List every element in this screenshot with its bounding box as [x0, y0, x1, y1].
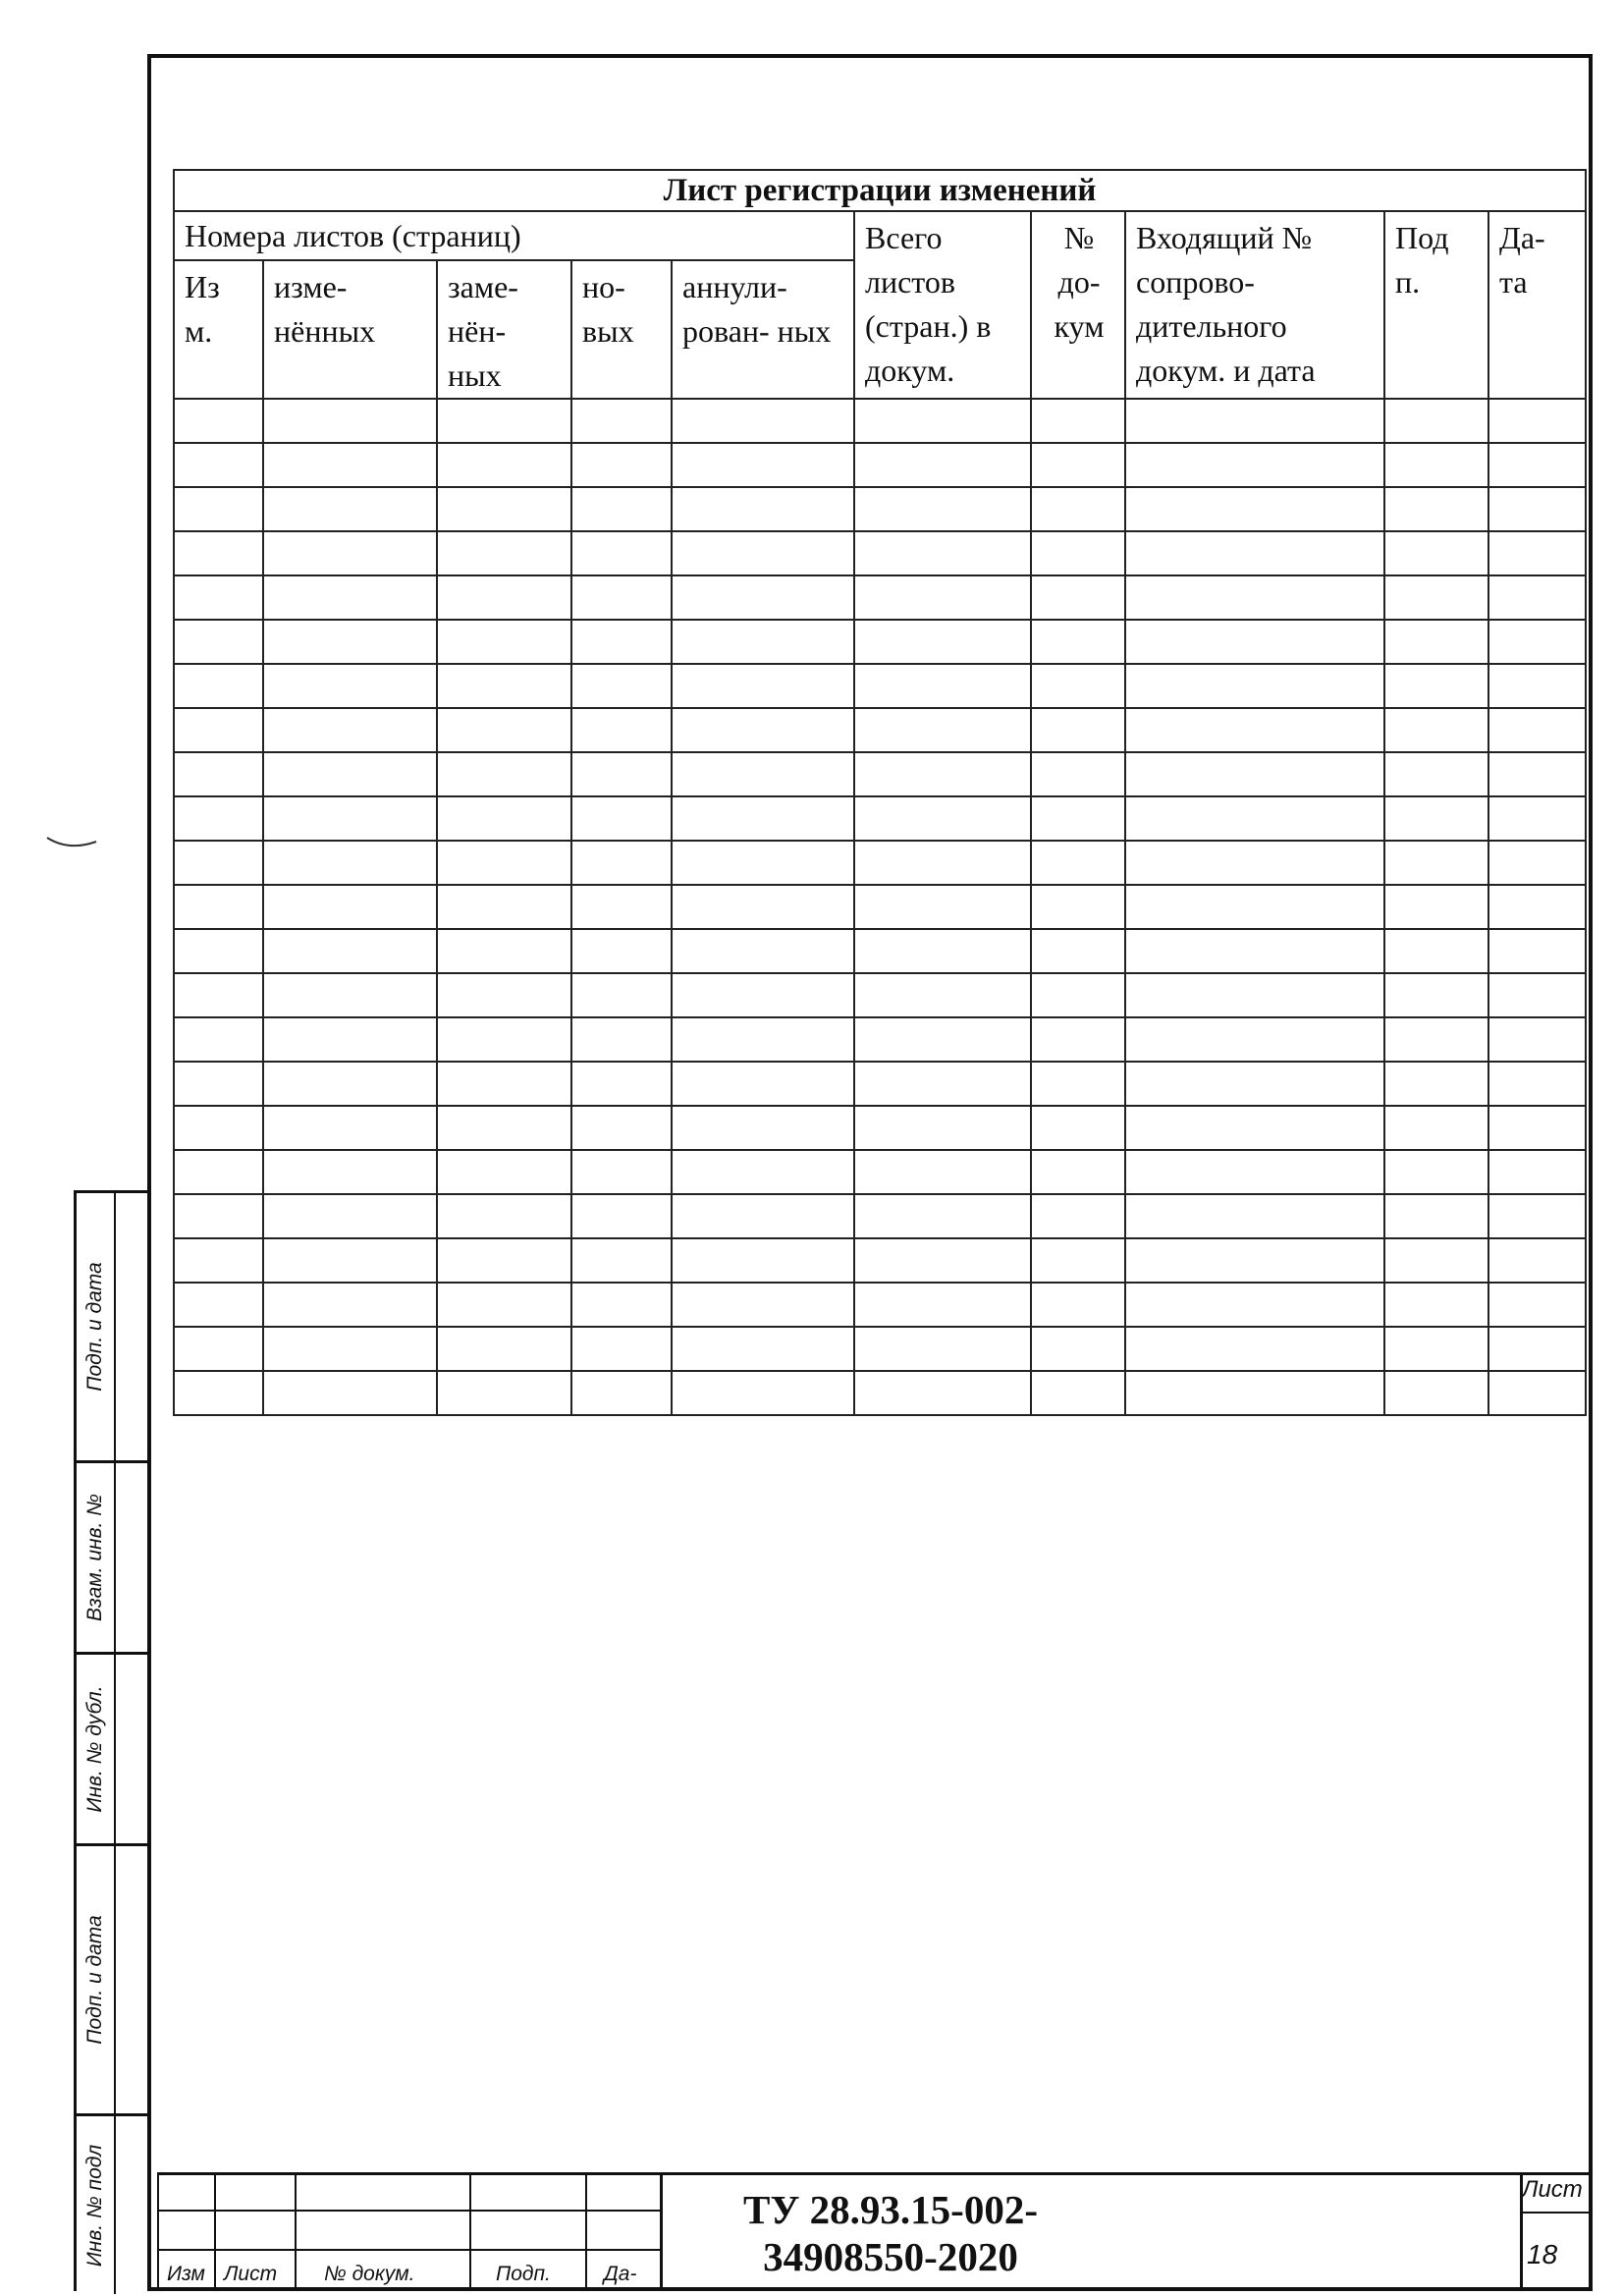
table-cell	[263, 1238, 437, 1283]
table-cell	[174, 487, 263, 531]
table-cell	[1384, 487, 1488, 531]
table-row	[174, 575, 1586, 620]
table-cell	[1125, 1371, 1384, 1415]
header-izm: Из м.	[174, 260, 263, 399]
table-cell	[672, 575, 854, 620]
table-cell	[571, 929, 672, 973]
table-row	[174, 708, 1586, 752]
table-cell	[854, 1238, 1031, 1283]
table-cell	[854, 664, 1031, 708]
table-cell	[437, 885, 571, 929]
table-row	[174, 487, 1586, 531]
table-cell	[1125, 575, 1384, 620]
table-cell	[1384, 929, 1488, 973]
table-cell	[854, 531, 1031, 575]
table-cell	[1125, 708, 1384, 752]
table-cell	[1031, 1327, 1125, 1371]
table-cell	[174, 1327, 263, 1371]
table-row	[174, 443, 1586, 487]
table-cell	[437, 841, 571, 885]
side-cell-dup-inv	[77, 1655, 151, 1846]
table-cell	[437, 620, 571, 664]
table-cell	[1031, 973, 1125, 1017]
table-cell	[174, 1371, 263, 1415]
table-cell	[174, 1238, 263, 1283]
table-cell	[672, 443, 854, 487]
table-cell	[672, 1150, 854, 1194]
table-cell	[854, 575, 1031, 620]
table-cell	[437, 1327, 571, 1371]
table-cell	[1384, 752, 1488, 796]
table-row	[174, 399, 1586, 443]
title-block	[157, 2172, 1589, 2290]
table-cell	[672, 620, 854, 664]
table-cell	[1031, 1150, 1125, 1194]
side-cell-replace-inv	[77, 1463, 151, 1655]
table-cell	[1384, 1238, 1488, 1283]
table-cell	[854, 1106, 1031, 1150]
table-cell	[1384, 1371, 1488, 1415]
table-cell	[174, 796, 263, 841]
table-row	[174, 1017, 1586, 1062]
table-cell	[1031, 1017, 1125, 1062]
caption-doc-num: № докум.	[324, 2263, 415, 2285]
table-cell	[1488, 1283, 1586, 1327]
table-cell	[263, 487, 437, 531]
table-cell	[263, 443, 437, 487]
table-cell	[174, 885, 263, 929]
table-cell	[263, 664, 437, 708]
table-cell	[672, 1327, 854, 1371]
table-cell	[1125, 399, 1384, 443]
table-cell	[437, 1283, 571, 1327]
table-cell	[174, 1283, 263, 1327]
table-cell	[1384, 841, 1488, 885]
table-cell	[571, 1283, 672, 1327]
table-cell	[1488, 885, 1586, 929]
table-cell	[1384, 973, 1488, 1017]
side-stamp	[74, 1190, 151, 2291]
side-cell-sign-date-top	[77, 1193, 151, 1463]
table-cell	[854, 885, 1031, 929]
table-cell	[1125, 796, 1384, 841]
table-cell	[174, 1106, 263, 1150]
table-cell	[1384, 620, 1488, 664]
table-cell	[672, 708, 854, 752]
table-cell	[571, 1150, 672, 1194]
table-cell	[672, 1371, 854, 1415]
table-cell	[263, 620, 437, 664]
table-cell	[1125, 1283, 1384, 1327]
table-cell	[263, 973, 437, 1017]
table-cell	[1125, 752, 1384, 796]
table-cell	[263, 575, 437, 620]
table-cell	[1125, 885, 1384, 929]
table-cell	[1384, 1327, 1488, 1371]
table-cell	[174, 399, 263, 443]
table-cell	[263, 752, 437, 796]
table-row	[174, 531, 1586, 575]
table-cell	[263, 796, 437, 841]
table-cell	[263, 841, 437, 885]
table-cell	[174, 443, 263, 487]
table-cell	[1125, 443, 1384, 487]
table-title: Лист регистрации изменений	[174, 170, 1586, 211]
table-cell	[1384, 443, 1488, 487]
document-code: ТУ 28.93.15-002-34908550-2020	[743, 2187, 1038, 2279]
header-annulled: аннули- рован- ных	[672, 260, 854, 399]
table-row	[174, 1238, 1586, 1283]
table-cell	[1488, 575, 1586, 620]
table-cell	[1031, 929, 1125, 973]
table-cell	[174, 664, 263, 708]
table-cell	[1384, 1150, 1488, 1194]
table-cell	[1488, 1062, 1586, 1106]
table-cell	[263, 1017, 437, 1062]
table-cell	[1031, 1106, 1125, 1150]
table-cell	[437, 1017, 571, 1062]
table-cell	[437, 1238, 571, 1283]
table-cell	[672, 929, 854, 973]
table-cell	[1488, 1194, 1586, 1238]
table-cell	[1488, 487, 1586, 531]
table-cell	[1488, 1238, 1586, 1283]
table-cell	[1488, 841, 1586, 885]
table-cell	[854, 1062, 1031, 1106]
table-cell	[854, 1327, 1031, 1371]
table-cell	[1384, 531, 1488, 575]
table-cell	[1125, 1017, 1384, 1062]
table-cell	[263, 1327, 437, 1371]
table-cell	[263, 708, 437, 752]
table-row	[174, 1327, 1586, 1371]
table-cell	[263, 929, 437, 973]
table-cell	[672, 796, 854, 841]
table-cell	[672, 841, 854, 885]
table-cell	[1384, 796, 1488, 841]
table-cell	[174, 1194, 263, 1238]
table-cell	[1125, 973, 1384, 1017]
table-row	[174, 796, 1586, 841]
table-cell	[672, 1283, 854, 1327]
header-incoming-doc: Входящий № сопрово- дительного докум. и дата	[1125, 211, 1384, 399]
table-cell	[1125, 531, 1384, 575]
table-cell	[1384, 1283, 1488, 1327]
table-cell	[1031, 487, 1125, 531]
table-cell	[1488, 973, 1586, 1017]
table-cell	[1031, 841, 1125, 885]
table-cell	[1488, 620, 1586, 664]
table-cell	[437, 708, 571, 752]
table-cell	[854, 841, 1031, 885]
table-cell	[1031, 885, 1125, 929]
table-cell	[854, 973, 1031, 1017]
table-cell	[571, 399, 672, 443]
table-cell	[1384, 885, 1488, 929]
table-cell	[1384, 1062, 1488, 1106]
table-cell	[1384, 664, 1488, 708]
table-cell	[571, 620, 672, 664]
table-cell	[571, 752, 672, 796]
table-cell	[571, 885, 672, 929]
table-cell	[437, 487, 571, 531]
table-cell	[1488, 1017, 1586, 1062]
sheet-number: 18	[1527, 2239, 1558, 2269]
table-cell	[437, 1106, 571, 1150]
table-row	[174, 1150, 1586, 1194]
table-cell	[854, 399, 1031, 443]
table-cell	[571, 973, 672, 1017]
table-cell	[263, 531, 437, 575]
table-cell	[174, 1150, 263, 1194]
table-cell	[437, 1062, 571, 1106]
table-cell	[571, 1327, 672, 1371]
table-cell	[437, 1150, 571, 1194]
table-cell	[571, 1062, 672, 1106]
table-cell	[571, 664, 672, 708]
table-row	[174, 1062, 1586, 1106]
change-registration-table	[173, 169, 1587, 1416]
side-label-sign-date-top: Подп. и дата	[83, 1262, 106, 1392]
table-row	[174, 929, 1586, 973]
table-cell	[174, 929, 263, 973]
table-cell	[1031, 1194, 1125, 1238]
table-cell	[437, 796, 571, 841]
header-changed: изме- нённых	[263, 260, 437, 399]
side-cell-sign-date-bottom	[77, 1846, 151, 2116]
caption-list: Лист	[224, 2263, 278, 2285]
table-cell	[437, 443, 571, 487]
table-cell	[1125, 664, 1384, 708]
table-row	[174, 885, 1586, 929]
table-cell	[854, 1371, 1031, 1415]
table-cell	[174, 531, 263, 575]
table-cell	[1488, 796, 1586, 841]
header-sheet-numbers: Номера листов (страниц)	[174, 211, 854, 260]
table-cell	[1031, 531, 1125, 575]
table-cell	[263, 1106, 437, 1150]
table-cell	[854, 487, 1031, 531]
table-cell	[174, 575, 263, 620]
table-cell	[1125, 1238, 1384, 1283]
table-cell	[854, 796, 1031, 841]
table-cell	[1031, 664, 1125, 708]
table-cell	[1031, 1238, 1125, 1283]
table-cell	[672, 973, 854, 1017]
table-cell	[437, 664, 571, 708]
punch-hole-mark	[39, 820, 118, 859]
table-cell	[1125, 620, 1384, 664]
table-cell	[1031, 399, 1125, 443]
table-cell	[854, 1194, 1031, 1238]
table-cell	[1031, 796, 1125, 841]
table-cell	[263, 885, 437, 929]
table-cell	[672, 664, 854, 708]
table-row	[174, 1106, 1586, 1150]
table-cell	[174, 841, 263, 885]
table-cell	[854, 752, 1031, 796]
table-cell	[263, 1194, 437, 1238]
table-cell	[437, 1371, 571, 1415]
caption-date: Да-	[604, 2263, 637, 2285]
table-cell	[437, 752, 571, 796]
table-cell	[437, 399, 571, 443]
table-cell	[1125, 1327, 1384, 1371]
table-cell	[1125, 1194, 1384, 1238]
table-cell	[1384, 1106, 1488, 1150]
table-cell	[174, 752, 263, 796]
table-cell	[854, 1150, 1031, 1194]
table-cell	[672, 1062, 854, 1106]
table-cell	[672, 885, 854, 929]
table-cell	[263, 1150, 437, 1194]
table-cell	[1031, 443, 1125, 487]
table-cell	[672, 752, 854, 796]
table-cell	[1488, 929, 1586, 973]
table-cell	[571, 575, 672, 620]
table-cell	[1031, 708, 1125, 752]
table-cell	[263, 1062, 437, 1106]
table-cell	[571, 1106, 672, 1150]
table-cell	[672, 1194, 854, 1238]
table-cell	[854, 708, 1031, 752]
sheet-caption: Лист	[1522, 2176, 1583, 2203]
table-cell	[1384, 575, 1488, 620]
table-cell	[1384, 1194, 1488, 1238]
table-cell	[1031, 1062, 1125, 1106]
table-row	[174, 752, 1586, 796]
table-cell	[854, 620, 1031, 664]
table-cell	[174, 973, 263, 1017]
table-row	[174, 620, 1586, 664]
side-label-sign-date-bottom: Подп. и дата	[83, 1915, 106, 2045]
table-cell	[571, 1194, 672, 1238]
table-cell	[1488, 1106, 1586, 1150]
table-cell	[672, 1017, 854, 1062]
table-cell	[1488, 752, 1586, 796]
table-cell	[571, 796, 672, 841]
header-replaced: заме- нён- ных	[437, 260, 571, 399]
side-label-replace-inv: Взам. инв. №	[83, 1494, 106, 1621]
table-cell	[1488, 399, 1586, 443]
header-doc-number: № до- кум	[1031, 211, 1125, 399]
table-cell	[571, 487, 672, 531]
table-cell	[174, 1017, 263, 1062]
table-row	[174, 973, 1586, 1017]
table-row	[174, 664, 1586, 708]
table-cell	[854, 443, 1031, 487]
header-date: Да- та	[1488, 211, 1586, 399]
table-cell	[854, 1283, 1031, 1327]
table-cell	[1125, 487, 1384, 531]
table-cell	[263, 1371, 437, 1415]
table-cell	[437, 973, 571, 1017]
table-cell	[1031, 620, 1125, 664]
side-label-dup-inv: Инв. № дубл.	[83, 1685, 106, 1813]
table-row	[174, 1194, 1586, 1238]
table-cell	[672, 399, 854, 443]
table-cell	[1384, 1017, 1488, 1062]
table-cell	[437, 1194, 571, 1238]
header-total-sheets: Всего листов (стран.) в докум.	[854, 211, 1031, 399]
table-cell	[1125, 929, 1384, 973]
table-cell	[672, 487, 854, 531]
table-cell	[437, 575, 571, 620]
table-cell	[672, 1238, 854, 1283]
header-new: но- вых	[571, 260, 672, 399]
table-cell	[854, 1017, 1031, 1062]
table-cell	[1125, 1062, 1384, 1106]
table-cell	[571, 1238, 672, 1283]
table-cell	[263, 1283, 437, 1327]
table-cell	[1031, 752, 1125, 796]
table-cell	[174, 620, 263, 664]
table-cell	[571, 841, 672, 885]
table-cell	[1384, 399, 1488, 443]
table-cell	[1031, 1283, 1125, 1327]
table-cell	[571, 708, 672, 752]
table-cell	[1488, 1327, 1586, 1371]
table-cell	[1488, 1150, 1586, 1194]
table-cell	[174, 1062, 263, 1106]
table-row	[174, 1371, 1586, 1415]
table-cell	[263, 399, 437, 443]
table-cell	[1125, 1106, 1384, 1150]
table-cell	[1488, 1371, 1586, 1415]
caption-sign: Подп.	[496, 2263, 551, 2285]
table-cell	[1125, 1150, 1384, 1194]
table-cell	[672, 1106, 854, 1150]
table-cell	[571, 1371, 672, 1415]
table-cell	[1125, 841, 1384, 885]
table-cell	[854, 929, 1031, 973]
caption-izm: Изм	[167, 2263, 205, 2285]
table-cell	[571, 443, 672, 487]
table-row	[174, 1283, 1586, 1327]
table-cell	[1488, 708, 1586, 752]
table-cell	[571, 1017, 672, 1062]
side-cell-orig-inv	[77, 2116, 151, 2294]
table-cell	[1031, 575, 1125, 620]
table-cell	[1488, 443, 1586, 487]
table-cell	[571, 531, 672, 575]
table-cell	[1384, 708, 1488, 752]
table-cell	[1031, 1371, 1125, 1415]
table-cell	[672, 531, 854, 575]
table-cell	[437, 929, 571, 973]
header-signature: Под п.	[1384, 211, 1488, 399]
table-cell	[437, 531, 571, 575]
table-cell	[1488, 531, 1586, 575]
table-cell	[1488, 664, 1586, 708]
side-label-orig-inv: Инв. № подл	[83, 2144, 106, 2267]
table-cell	[174, 708, 263, 752]
table-body	[174, 399, 1586, 1415]
table-row	[174, 841, 1586, 885]
